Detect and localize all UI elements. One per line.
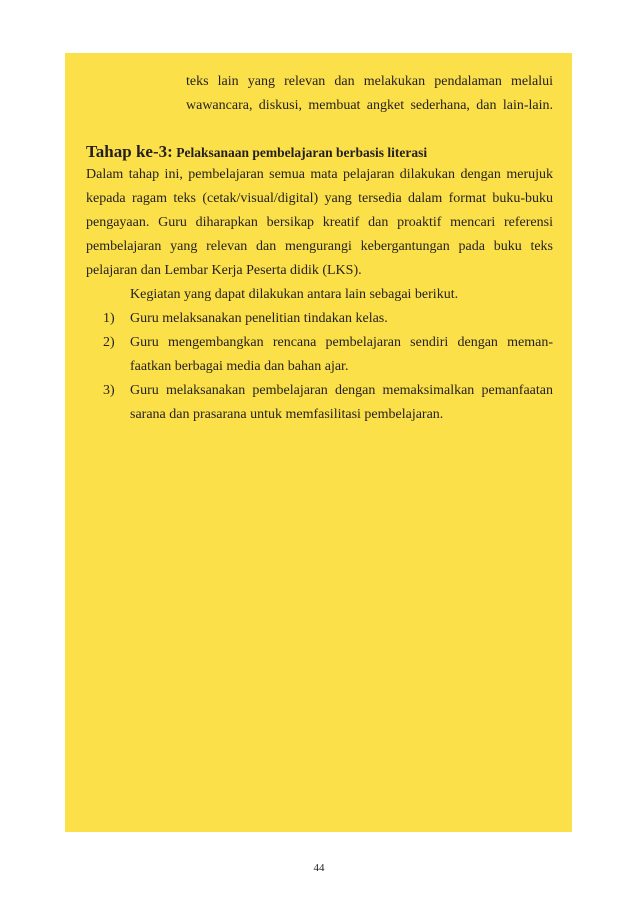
continuation-line-2: wawancara, diskusi, membuat angket sederhana, dan lain-lain.	[186, 98, 553, 113]
list-item-text: Guru melaksanakan pembelajaran dengan memaksimalkan pemanfaatan	[130, 383, 553, 398]
paragraph-line-5: pelajaran dan Lembar Kerja Peserta didik (LKS).	[86, 263, 362, 278]
paragraph-line-4: pembelajaran yang relevan dan mengurangi kebergantungan pada buku teks	[86, 239, 553, 254]
list-item-text-continued: sarana dan prasarana untuk memfasilitasi pembelajaran.	[130, 407, 444, 422]
list-item-number: 3)	[103, 383, 115, 398]
paragraph-line-2: kepada ragam teks (cetak/visual/digital) yang tersedia dalam format buku-buku	[86, 191, 553, 206]
heading-title: Pelaksanaan pembelajaran berbasis literasi	[176, 145, 428, 160]
heading-label: Tahap ke-3:	[86, 142, 173, 161]
paragraph-line-3: pengayaan. Guru diharapkan bersikap kreatif dan proaktif mencari referensi	[86, 215, 553, 230]
list-intro: Kegiatan yang dapat dilakukan antara lain sebagai berikut.	[130, 287, 459, 302]
list-item-text: Guru melaksanakan penelitian tindakan kelas.	[130, 311, 388, 326]
list-item-number: 1)	[103, 311, 115, 326]
page-number: 44	[313, 862, 325, 874]
paragraph-line-1: Dalam tahap ini, pembelajaran semua mata pelajaran dilakukan dengan merujuk	[86, 167, 553, 182]
list-item-text-continued: faatkan berbagai media dan bahan ajar.	[130, 359, 349, 374]
continuation-line-1: teks lain yang relevan dan melakukan pendalaman melalui	[186, 74, 553, 89]
list-item-text: Guru mengembangkan rencana pembelajaran sendiri dengan meman-	[130, 335, 553, 350]
list-item-number: 2)	[103, 335, 115, 350]
